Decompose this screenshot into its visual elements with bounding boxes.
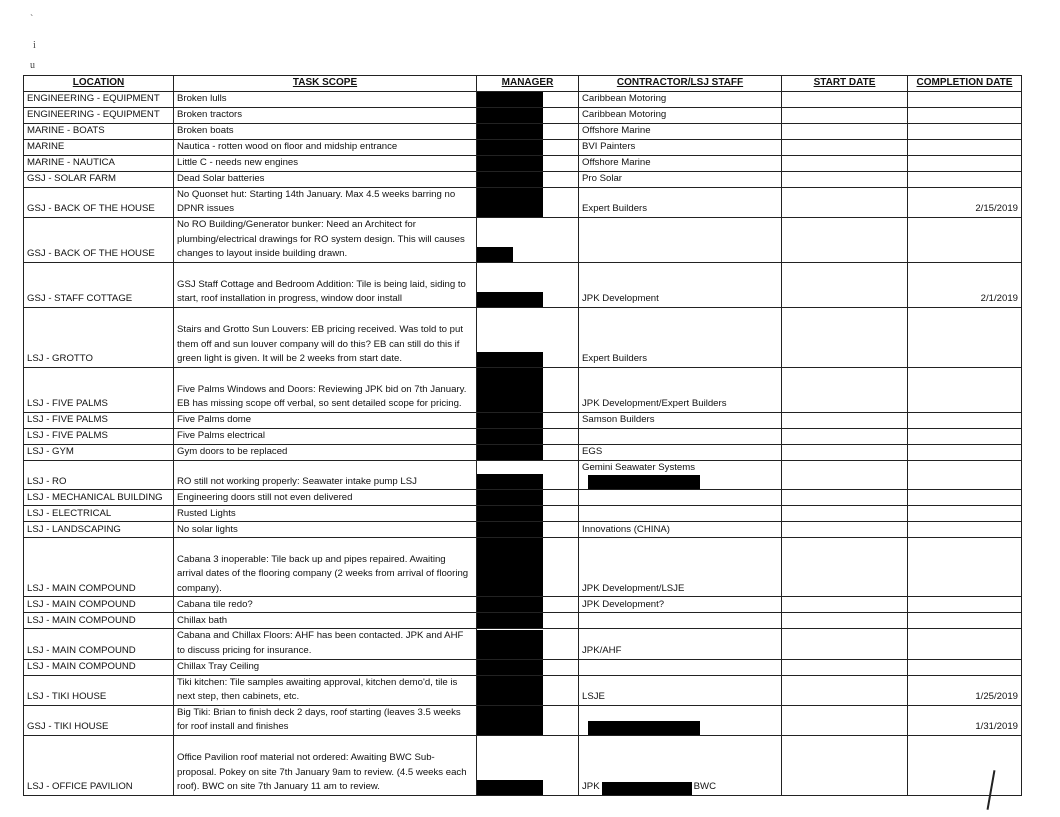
manager-cell (477, 91, 579, 107)
redaction-block (477, 676, 543, 705)
contractor-suffix: BWC (693, 781, 716, 793)
completion-date-cell (908, 367, 1022, 412)
start-date-cell (782, 490, 908, 506)
manager-cell (477, 155, 579, 171)
contractor-cell (579, 490, 782, 506)
location-cell: GSJ - STAFF COTTAGE (24, 262, 174, 307)
location-cell: MARINE - BOATS (24, 123, 174, 139)
task-scope-cell: Five Palms dome (174, 412, 477, 428)
margin-mark: i (33, 40, 36, 51)
task-scope-cell: Office Pavilion roof material not ordered: Awaiting BWC Sub-proposal. Pokey on site 7th January 9am to review. (4.5 weeks each roof). BWC on site 7th January 11 am to review. (174, 735, 477, 795)
contractor-cell (579, 187, 782, 217)
redaction-block (477, 474, 543, 489)
redaction-block (477, 706, 543, 735)
header-row (24, 76, 1022, 92)
redaction-block (477, 429, 543, 444)
redaction-block (477, 413, 543, 428)
contractor-cell (579, 597, 782, 613)
redaction-block (477, 172, 543, 187)
task-scope-cell: Five Palms electrical (174, 428, 477, 444)
completion-date-cell (908, 629, 1022, 659)
completion-date-cell: 1/31/2019 (908, 705, 1022, 735)
contractor-cell (579, 262, 782, 307)
manager-cell (477, 490, 579, 506)
start-date-cell (782, 155, 908, 171)
redaction-block (477, 92, 543, 107)
location-cell: LSJ - FIVE PALMS (24, 412, 174, 428)
location-cell: ENGINEERING - EQUIPMENT (24, 91, 174, 107)
manager-cell (477, 735, 579, 795)
start-date-cell (782, 123, 908, 139)
contractor-text: JPK Development? (582, 598, 665, 610)
contractor-text: LSJE (582, 691, 605, 703)
contractor-text: BVI Painters (582, 141, 636, 152)
manager-cell (477, 217, 579, 262)
table-row (24, 506, 1022, 522)
contractor-text: EGS (582, 446, 603, 458)
task-scope-cell: Stairs and Grotto Sun Louvers: EB pricing received. Was told to put them off and sun louver company will do this? EB can still do this if green light is given. It will be 2 weeks from start date. (174, 307, 477, 367)
start-date-cell (782, 460, 908, 490)
contractor-cell (579, 412, 782, 428)
start-date-cell (782, 629, 908, 659)
contractor-cell (579, 460, 782, 490)
redaction-block (477, 630, 543, 659)
task-scope-cell: Five Palms Windows and Doors: Reviewing JPK bid on 7th January. EB has missing scope off verbal, so sent detailed scope for pricing. (174, 367, 477, 412)
table-row (24, 139, 1022, 155)
start-date-cell (782, 522, 908, 538)
start-date-cell (782, 367, 908, 412)
location-cell: GSJ - BACK OF THE HOUSE (24, 217, 174, 262)
completion-date-cell (908, 522, 1022, 538)
location-cell: LSJ - MAIN COMPOUND (24, 538, 174, 597)
manager-cell (477, 139, 579, 155)
task-scope-cell: Engineering doors still not even delivered (174, 490, 477, 506)
contractor-cell (579, 506, 782, 522)
contractor-cell (579, 367, 782, 412)
margin-mark: u (30, 60, 35, 71)
start-date-cell (782, 262, 908, 307)
table-row (24, 412, 1022, 428)
redaction-block (477, 247, 513, 262)
redaction-block (477, 490, 543, 505)
table-row (24, 490, 1022, 506)
table-row (24, 629, 1022, 659)
table-row (24, 217, 1022, 262)
manager-cell (477, 659, 579, 675)
location-cell: LSJ - FIVE PALMS (24, 367, 174, 412)
table-row (24, 522, 1022, 538)
redaction-block (477, 597, 543, 612)
manager-cell (477, 613, 579, 629)
start-date-cell (782, 675, 908, 705)
redaction-block (602, 782, 692, 795)
completion-date-cell (908, 123, 1022, 139)
contractor-text: JPK Development (582, 293, 659, 305)
redaction-block (477, 506, 543, 521)
contractor-text: Pro Solar (582, 173, 622, 184)
completion-date-cell (908, 613, 1022, 629)
contractor-text: JPK Development/Expert Builders (582, 398, 727, 410)
contractor-cell (579, 629, 782, 659)
contractor-text: Gemini Seawater Systems (582, 461, 696, 473)
task-scope-cell: Gym doors to be replaced (174, 444, 477, 460)
contractor-cell (579, 307, 782, 367)
completion-date-cell: 2/15/2019 (908, 187, 1022, 217)
table-row (24, 705, 1022, 735)
completion-date-cell (908, 91, 1022, 107)
completion-date-cell (908, 735, 1022, 795)
manager-cell (477, 629, 579, 659)
location-cell: LSJ - OFFICE PAVILION (24, 735, 174, 795)
redaction-block (477, 780, 543, 795)
redaction-block (477, 445, 543, 460)
contractor-text: Samson Builders (582, 414, 655, 426)
location-cell: MARINE - NAUTICA (24, 155, 174, 171)
contractor-cell (579, 444, 782, 460)
start-date-cell (782, 171, 908, 187)
contractor-cell (579, 705, 782, 735)
contractor-text: Expert Builders (582, 353, 648, 365)
manager-cell (477, 367, 579, 412)
contractor-text: Offshore Marine (582, 157, 651, 168)
start-date-cell (782, 613, 908, 629)
manager-cell (477, 428, 579, 444)
table-row (24, 187, 1022, 217)
completion-date-cell: 2/1/2019 (908, 262, 1022, 307)
redaction-block (477, 156, 543, 171)
task-scope-cell: Nautica - rotten wood on floor and midship entrance (174, 139, 477, 155)
start-date-cell (782, 506, 908, 522)
location-cell: LSJ - LANDSCAPING (24, 522, 174, 538)
table-row (24, 307, 1022, 367)
task-scope-cell: Little C - needs new engines (174, 155, 477, 171)
redaction-block (477, 613, 543, 628)
location-cell: LSJ - MAIN COMPOUND (24, 613, 174, 629)
table-row (24, 171, 1022, 187)
manager-cell (477, 444, 579, 460)
manager-cell (477, 460, 579, 490)
completion-date-cell (908, 490, 1022, 506)
completion-date-cell (908, 428, 1022, 444)
location-cell: LSJ - ELECTRICAL (24, 506, 174, 522)
completion-date-cell (908, 155, 1022, 171)
contractor-text: Innovations (CHINA) (582, 523, 670, 535)
start-date-cell (782, 91, 908, 107)
completion-date-cell: 1/25/2019 (908, 675, 1022, 705)
location-cell: LSJ - MAIN COMPOUND (24, 597, 174, 613)
completion-date-cell (908, 217, 1022, 262)
task-scope-cell: Cabana 3 inoperable: Tile back up and pipes repaired. Awaiting arrival dates of the flooring company (2 weeks from arrival of flooring company). (174, 538, 477, 597)
contractor-text: Caribbean Motoring (582, 109, 667, 120)
completion-date-cell (908, 597, 1022, 613)
completion-date-cell (908, 307, 1022, 367)
column-header-contractor: CONTRACTOR/LSJ STAFF (579, 76, 782, 92)
contractor-cell (579, 171, 782, 187)
completion-date-cell (908, 171, 1022, 187)
contractor-cell (579, 139, 782, 155)
contractor-cell (579, 155, 782, 171)
redaction-block (477, 124, 543, 139)
start-date-cell (782, 412, 908, 428)
task-scope-cell: Cabana and Chillax Floors: AHF has been contacted. JPK and AHF to discuss pricing for insurance. (174, 629, 477, 659)
location-cell: LSJ - GYM (24, 444, 174, 460)
column-header-task-scope: TASK SCOPE (174, 76, 477, 92)
manager-cell (477, 307, 579, 367)
table-row (24, 460, 1022, 490)
location-cell: ENGINEERING - EQUIPMENT (24, 107, 174, 123)
start-date-cell (782, 187, 908, 217)
table-row (24, 675, 1022, 705)
contractor-cell (579, 217, 782, 262)
contractor-cell (579, 659, 782, 675)
redaction-block (477, 522, 543, 537)
location-cell: LSJ - RO (24, 460, 174, 490)
completion-date-cell (908, 506, 1022, 522)
table-body (24, 91, 1022, 795)
table-row (24, 597, 1022, 613)
manager-cell (477, 597, 579, 613)
table-row (24, 659, 1022, 675)
contractor-cell (579, 735, 782, 795)
task-scope-cell: No Quonset hut: Starting 14th January. Max 4.5 weeks barring no DPNR issues (174, 187, 477, 217)
contractor-cell (579, 123, 782, 139)
contractor-text: Expert Builders (582, 203, 648, 215)
start-date-cell (782, 538, 908, 597)
contractor-cell (579, 428, 782, 444)
contractor-cell (579, 107, 782, 123)
start-date-cell (782, 217, 908, 262)
contractor-text: JPK (582, 781, 600, 793)
start-date-cell (782, 139, 908, 155)
table-row (24, 613, 1022, 629)
task-scope-cell: Chillax bath (174, 613, 477, 629)
task-scope-cell: Broken tractors (174, 107, 477, 123)
table-row (24, 107, 1022, 123)
completion-date-cell (908, 444, 1022, 460)
column-header-manager: MANAGER (477, 76, 579, 92)
table-row (24, 367, 1022, 412)
task-scope-cell: GSJ Staff Cottage and Bedroom Addition: Tile is being laid, siding to start, roof installation in progress, window door install (174, 262, 477, 307)
location-cell: LSJ - FIVE PALMS (24, 428, 174, 444)
start-date-cell (782, 597, 908, 613)
location-cell: GSJ - SOLAR FARM (24, 171, 174, 187)
contractor-cell (579, 91, 782, 107)
table-row (24, 91, 1022, 107)
start-date-cell (782, 659, 908, 675)
task-scope-cell: No solar lights (174, 522, 477, 538)
location-cell: LSJ - GROTTO (24, 307, 174, 367)
table-row (24, 428, 1022, 444)
redaction-block (477, 292, 543, 307)
completion-date-cell (908, 139, 1022, 155)
manager-cell (477, 187, 579, 217)
table-row (24, 123, 1022, 139)
start-date-cell (782, 735, 908, 795)
completion-date-cell (908, 107, 1022, 123)
location-cell: LSJ - MAIN COMPOUND (24, 659, 174, 675)
redaction-block (477, 108, 543, 123)
task-scope-cell: Rusted Lights (174, 506, 477, 522)
start-date-cell (782, 107, 908, 123)
column-header-start-date: START DATE (782, 76, 908, 92)
redaction-block (588, 475, 700, 489)
manager-cell (477, 506, 579, 522)
redaction-block (477, 538, 543, 596)
start-date-cell (782, 307, 908, 367)
manager-cell (477, 522, 579, 538)
contractor-cell (579, 675, 782, 705)
location-cell: LSJ - TIKI HOUSE (24, 675, 174, 705)
manager-cell (477, 675, 579, 705)
location-cell: GSJ - BACK OF THE HOUSE (24, 187, 174, 217)
task-scope-cell: No RO Building/Generator bunker: Need an Architect for plumbing/electrical drawings for RO system design. This will causes changes to layout inside building drawn. (174, 217, 477, 262)
start-date-cell (782, 428, 908, 444)
column-header-completion-date: COMPLETION DATE (908, 76, 1022, 92)
task-scope-cell: Big Tiki: Brian to finish deck 2 days, roof starting (leaves 3.5 weeks for roof install and finishes (174, 705, 477, 735)
manager-cell (477, 705, 579, 735)
contractor-text: JPK/AHF (582, 644, 622, 656)
task-scope-cell: Broken boats (174, 123, 477, 139)
manager-cell (477, 171, 579, 187)
table-row (24, 262, 1022, 307)
contractor-cell (579, 613, 782, 629)
start-date-cell (782, 444, 908, 460)
redaction-block (477, 352, 543, 367)
manager-cell (477, 262, 579, 307)
table-row (24, 735, 1022, 795)
location-cell: MARINE (24, 139, 174, 155)
manager-cell (477, 538, 579, 597)
completion-date-cell (908, 538, 1022, 597)
redaction-block (477, 368, 543, 412)
contractor-text: Offshore Marine (582, 125, 651, 136)
table-row (24, 155, 1022, 171)
task-scope-cell: Chillax Tray Ceiling (174, 659, 477, 675)
task-scope-cell: RO still not working properly: Seawater intake pump LSJ (174, 460, 477, 490)
redaction-block (477, 660, 543, 675)
completion-date-cell (908, 412, 1022, 428)
location-cell: LSJ - MAIN COMPOUND (24, 629, 174, 659)
contractor-cell (579, 538, 782, 597)
contractor-text: JPK Development/LSJE (582, 582, 685, 594)
redaction-block (477, 140, 543, 155)
task-table (23, 75, 1022, 796)
column-header-location: LOCATION (24, 76, 174, 92)
margin-mark: ` (30, 14, 34, 25)
redaction-block (477, 188, 543, 217)
task-scope-cell: Dead Solar batteries (174, 171, 477, 187)
redaction-block (588, 721, 700, 735)
manager-cell (477, 123, 579, 139)
table-row (24, 444, 1022, 460)
manager-cell (477, 107, 579, 123)
task-scope-cell: Cabana tile redo? (174, 597, 477, 613)
table-row (24, 538, 1022, 597)
location-cell: GSJ - TIKI HOUSE (24, 705, 174, 735)
contractor-text: Caribbean Motoring (582, 93, 667, 104)
task-scope-cell: Broken lulls (174, 91, 477, 107)
completion-date-cell (908, 659, 1022, 675)
location-cell: LSJ - MECHANICAL BUILDING (24, 490, 174, 506)
completion-date-cell (908, 460, 1022, 490)
contractor-cell (579, 522, 782, 538)
manager-cell (477, 412, 579, 428)
start-date-cell (782, 705, 908, 735)
task-scope-cell: Tiki kitchen: Tile samples awaiting approval, kitchen demo'd, tile is next step, then cabinets, etc. (174, 675, 477, 705)
